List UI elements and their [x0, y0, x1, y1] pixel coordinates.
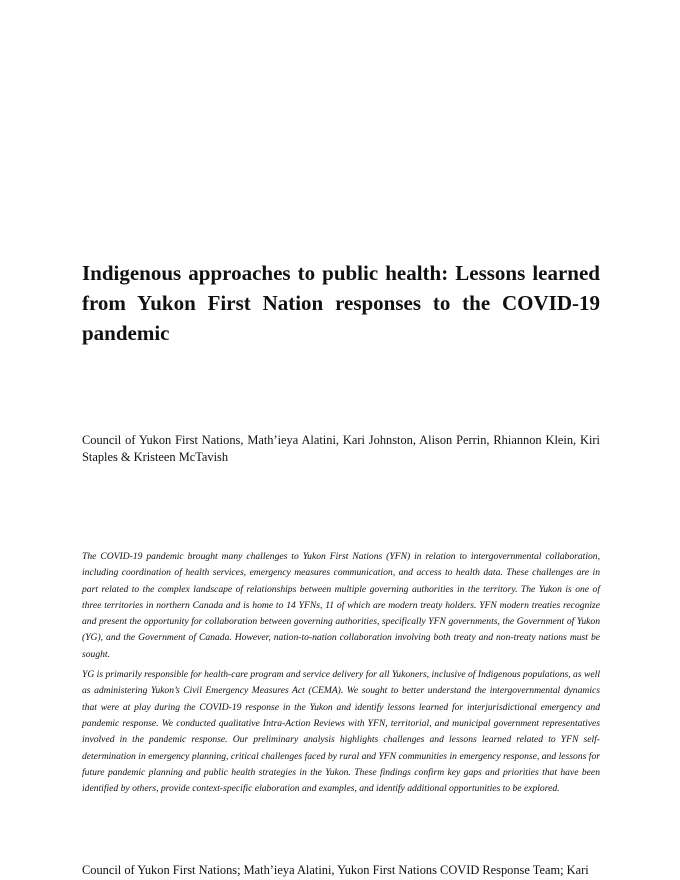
abstract-paragraph-1: The COVID-19 pandemic brought many challenges to Yukon First Nations (YFN) in relation to intergovernmental collaboration, including coordination of health services, emergency measures communication, and access to health data. These challenges are in part related to the complex landscape of relationships between multiple governing authorities in the territory. The Yukon is one of three territories in northern Canada and is home to 14 YFNs, 11 of which are modern treaty holders. YFN modern treaties recognize and present the opportunity for collaboration between governing authorities, specifically YFN governments, the Government of Yukon (YG), and the Government of Canada. However, nation-to-nation collaboration involving both treaty and non-treaty nations must be sought.	[82, 551, 600, 660]
author-affiliations: Council of Yukon First Nations; Math’ieya Alatini, Yukon First Nations COVID Response Team; Kari	[82, 863, 589, 877]
author-list: Council of Yukon First Nations, Math’ieya Alatini, Kari Johnston, Alison Perrin, Rhiannon Klein, Kiri Staples & Kristeen McTavish	[82, 433, 600, 464]
abstract	[82, 549, 600, 797]
paper-title: Indigenous approaches to public health: Lessons learned from Yukon First Nation responses to the COVID-19 pandemic	[82, 261, 600, 345]
abstract-paragraph-2: YG is primarily responsible for health-care program and service delivery for all Yukoners, inclusive of Indigenous populations, as well as administering Yukon’s Civil Emergency Measures Act (CEMA). We sought to better understand the intergovernmental dynamics that were at play during the COVID-19 response in the Yukon and identify lessons learned for interjurisdictional emergency and pandemic response. We conducted qualitative Intra-Action Reviews with YFN, territorial, and municipal government representatives involved in the pandemic response. Our preliminary analysis highlights challenges and lessons learned related to YFN self-determination in emergency planning, critical challenges faced by rural and YFN communities in emergency response, and lessons for future pandemic planning and public health strategies in the Yukon. These findings confirm key gaps and priorities that have been identified by others, provide context-specific elaboration and examples, and identify additional opportunities to be explored.	[82, 669, 600, 795]
